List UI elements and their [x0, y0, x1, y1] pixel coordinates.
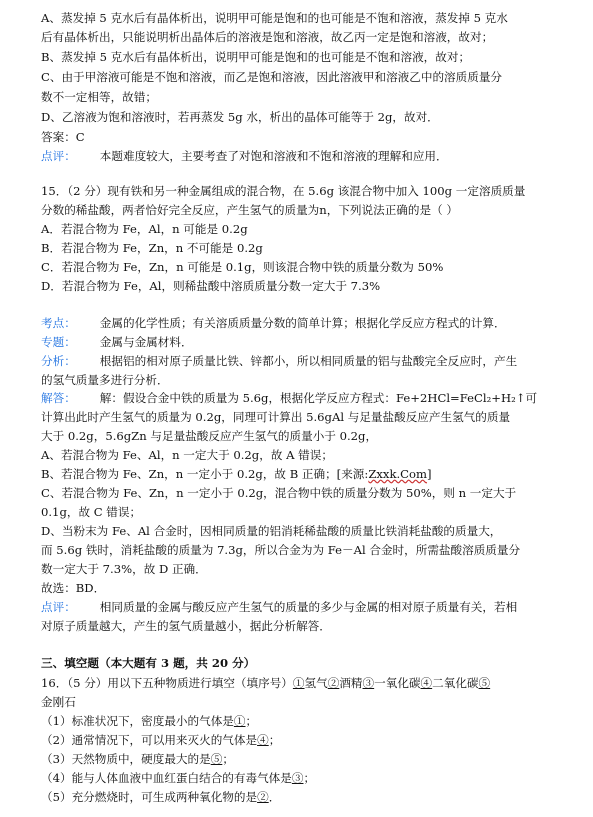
review-label: 点评：: [41, 600, 76, 614]
substance-4-number: ④: [420, 676, 433, 690]
q15-solution-a: A、若混合物为 Fe、Al，n 一定大于 0.2g，故 A 错误；: [41, 448, 333, 462]
q15-solution-line2: 计算出此时产生氢气的质量为 0.2g，同理可计算出 5.6gAl 与足量盐酸反应产生氢气的质量: [41, 410, 511, 424]
substance-3-number: ③: [362, 676, 375, 690]
q15-solution-b: [41, 467, 432, 482]
q15-option-a: A．若混合物为 Fe，Al，n 可能是 0.2g: [41, 222, 248, 236]
part-2-text: （2）通常情况下，可以用来灭火的气体是: [41, 733, 258, 747]
substance-5-number: ⑤: [478, 676, 491, 690]
q16-stem-line2: 金刚石: [41, 695, 76, 709]
review-text: 本题难度较大，主要考查了对饱和溶液和不饱和溶液的理解和应用．: [99, 149, 448, 163]
q15-key-point: [41, 316, 506, 331]
q15-solution-c-line2: 0.1g，故 C 错误；: [41, 505, 142, 519]
key-point-label: 考点：: [41, 316, 76, 330]
q15-option-d: D．若混合物为 Fe，Al，则稀盐酸中溶质质量分数一定大于 7.3%: [41, 279, 381, 293]
part-2-answer: ④: [257, 733, 269, 747]
part-3-answer: ⑤: [210, 752, 223, 766]
q14-option-c-line2: 数不一定相等，故错；: [41, 90, 157, 104]
q14-option-c-line1: C、由于甲溶液可能是不饱和溶液，而乙是饱和溶液，因此溶液甲和溶液乙中的溶质质量分: [41, 70, 503, 84]
substance-2: 酒精: [339, 676, 363, 690]
separator: ；: [268, 733, 281, 747]
solution-text: 解：假设合金中铁的质量为 5.6g，根据化学反应方程式：Fe+2HCl=FeCl₂+H₂↑可: [99, 391, 538, 405]
q15-stem-line1: 15．（2 分）现有铁和另一种金属组成的混合物，在 5.6g 该混合物中加入 100g 一定溶质质量: [41, 184, 526, 198]
solution-label: 解答：: [41, 391, 76, 405]
q14-option-a-line2: 后有晶体析出，只能说明析出晶体后的溶液是饱和溶液，故乙丙一定是饱和溶液，故对；: [41, 30, 494, 44]
part-5-text: （5）充分燃烧时，可生成两种氧化物的是: [41, 790, 258, 804]
q15-solution-d-line2: 而 5.6g 铁时，消耗盐酸的质量为 7.3g，所以合金为为 Fe－Al 合金时，所需盐酸溶质质量分: [41, 543, 521, 557]
substance-4: 二氧化碳: [432, 676, 479, 690]
part-1-answer: ①: [233, 714, 246, 728]
separator: ；: [245, 714, 258, 728]
q15-review-line1: [41, 600, 517, 615]
analysis-text: 根据铝的相对原子质量比铁、锌都小，所以相同质量的铝与盐酸完全反应时，产生: [99, 354, 518, 368]
review-label: 点评：: [41, 149, 76, 163]
q16-part-4: [41, 771, 315, 786]
q15-solution-c-line1: C、若混合物为 Fe、Zn，n 一定小于 0.2g，混合物中铁的质量分数为 50%，则 n 一定大于: [41, 486, 517, 500]
q15-review-line2: 对原子质量越大，产生的氢气质量越小，据此分析解答．: [41, 619, 331, 633]
separator: ；: [303, 771, 316, 785]
q14-option-d: D、乙溶液为饱和溶液时，若再蒸发 5g 水，析出的晶体可能等于 2g，故对．: [41, 110, 439, 124]
q15-solution-line3: 大于 0.2g，5.6gZn 与足量盐酸反应产生氢气的质量小于 0.2g，: [41, 429, 378, 443]
q15-analysis-line2: 的氢气质量多进行分析．: [41, 373, 169, 387]
q15-option-c: C．若混合物为 Fe，Zn，n 可能是 0.1g，则该混合物中铁的质量分数为 50%: [41, 260, 444, 274]
substance-3: 一氧化碳: [374, 676, 421, 690]
topic-text: 金属与金属材料．: [99, 335, 193, 349]
analysis-label: 分析：: [41, 354, 76, 368]
q15-solution-d-line1: D、当粉末为 Fe、Al 合金时，因相同质量的铝消耗稀盐酸的质量比铁消耗盐酸的质量大，: [41, 524, 502, 538]
q16-stem-line1: [41, 676, 490, 691]
q15-stem-line2: 分数的稀盐酸，两者恰好完全反应，产生氢气的质量为n，下列说法正确的是（ ）: [41, 203, 458, 217]
q16-stem-text: 16．（5 分）用以下五种物质进行填空（填序号）: [41, 676, 293, 690]
q15-choice: 故选：BD．: [41, 581, 106, 595]
q15-option-b: B．若混合物为 Fe，Zn，n 不可能是 0.2g: [41, 241, 263, 255]
separator: ；: [222, 752, 234, 766]
q14-option-a-line1: A、蒸发掉 5 克水后有晶体析出，说明甲可能是饱和的也可能是不饱和溶液，蒸发掉 5 克水: [41, 11, 508, 25]
key-point-text: 金属的化学性质；有关溶质质量分数的简单计算；根据化学反应方程式的计算．: [99, 316, 506, 330]
q15-topic: [41, 335, 193, 350]
substance-2-number: ②: [327, 676, 340, 690]
q15-solution-d-line3: 数一定大于 7.3%，故 D 正确．: [41, 562, 207, 576]
q14-option-b: B、蒸发掉 5 克水后有晶体析出，说明甲可能是饱和的也可能是不饱和溶液，故对；: [41, 50, 471, 64]
part-4-answer: ③: [291, 771, 304, 785]
q15-solution-line1: [41, 391, 537, 406]
part-5-answer: ②: [257, 790, 269, 804]
source-mark: Zxxk.Com: [368, 467, 428, 481]
q14-answer: 答案：C: [41, 130, 85, 144]
terminator: ．: [268, 790, 281, 804]
substance-1: 氢气: [304, 676, 328, 690]
solution-b-text: B、若混合物为 Fe、Zn，n 一定小于 0.2g，故 B 正确；[来源:: [41, 467, 369, 481]
part-4-text: （4）能与人体血液中血红蛋白结合的有毒气体是: [41, 771, 292, 785]
q16-part-2: [41, 733, 280, 748]
review-text: 相同质量的金属与酸反应产生氢气的质量的多少与金属的相对原子质量有关，若相: [99, 600, 518, 614]
part-3-text: （3）天然物质中，硬度最大的是: [41, 752, 211, 766]
section-title: 三、填空题（本大题有 3 题，共 20 分）: [41, 656, 256, 670]
q15-analysis-line1: [41, 354, 517, 369]
solution-b-close: ]: [427, 467, 432, 481]
q16-part-5: [41, 790, 280, 805]
topic-label: 专题：: [41, 335, 76, 349]
q14-review: [41, 149, 448, 164]
substance-1-number: ①: [292, 676, 305, 690]
part-1-text: （1）标准状况下，密度最小的气体是: [41, 714, 234, 728]
q16-part-1: [41, 714, 257, 729]
q16-part-3: [41, 752, 234, 767]
